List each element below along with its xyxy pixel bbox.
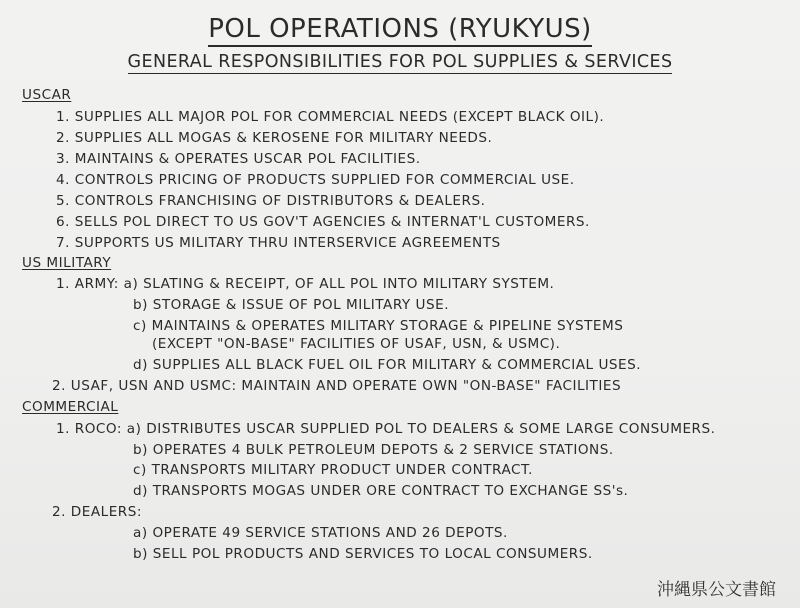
army-item-c-line2: (EXCEPT "ON-BASE" FACILITIES OF USAF, USN, & USMC). (152, 336, 561, 352)
uscar-item-3: 3. MAINTAINS & OPERATES USCAR POL FACILITIES. (56, 151, 421, 167)
archive-stamp: 沖縄県公文書館 (657, 580, 776, 600)
uscar-item-5: 5. CONTROLS FRANCHISING OF DISTRIBUTORS & DEALERS. (56, 193, 486, 209)
army-item-c-line1: c) MAINTAINS & OPERATES MILITARY STORAGE & PIPELINE SYSTEMS (133, 318, 624, 334)
army-item-b: b) STORAGE & ISSUE OF POL MILITARY USE. (133, 297, 450, 313)
usaf-usn-usmc-item: 2. USAF, USN AND USMC: MAINTAIN AND OPERATE OWN "ON-BASE" FACILITIES (52, 378, 622, 394)
roco-item-b: b) OPERATES 4 BULK PETROLEUM DEPOTS & 2 SERVICE STATIONS. (133, 442, 614, 458)
uscar-item-1: 1. SUPPLIES ALL MAJOR POL FOR COMMERCIAL NEEDS (EXCEPT BLACK OIL). (56, 109, 605, 125)
army-item-a: 1. ARMY: a) SLATING & RECEIPT, OF ALL POL INTO MILITARY SYSTEM. (56, 276, 555, 292)
document-title (0, 14, 800, 44)
uscar-item-7: 7. SUPPORTS US MILITARY THRU INTERSERVICE AGREEMENTS (56, 235, 501, 251)
uscar-item-6: 6. SELLS POL DIRECT TO US GOV'T AGENCIES & INTERNAT'L CUSTOMERS. (56, 214, 590, 230)
roco-item-a: 1. ROCO: a) DISTRIBUTES USCAR SUPPLIED POL TO DEALERS & SOME LARGE CONSUMERS. (56, 421, 716, 437)
title-text: POL OPERATIONS (RYUKYUS) (208, 14, 592, 47)
document-subtitle (0, 52, 800, 72)
subtitle-text: GENERAL RESPONSIBILITIES FOR POL SUPPLIES & SERVICES (127, 52, 673, 72)
roco-item-c: c) TRANSPORTS MILITARY PRODUCT UNDER CONTRACT. (133, 462, 534, 478)
uscar-item-4: 4. CONTROLS PRICING OF PRODUCTS SUPPLIED FOR COMMERCIAL USE. (56, 172, 575, 188)
roco-item-d: d) TRANSPORTS MOGAS UNDER ORE CONTRACT TO EXCHANGE SS's. (133, 483, 629, 499)
dealers-item-b: b) SELL POL PRODUCTS AND SERVICES TO LOCAL CONSUMERS. (133, 546, 593, 562)
dealers-heading: 2. DEALERS: (52, 504, 142, 520)
dealers-item-a: a) OPERATE 49 SERVICE STATIONS AND 26 DEPOTS. (133, 525, 508, 541)
army-item-d: d) SUPPLIES ALL BLACK FUEL OIL FOR MILITARY & COMMERCIAL USES. (133, 357, 642, 373)
section-heading-us-military: US MILITARY (22, 255, 112, 271)
section-heading-commercial: COMMERCIAL (22, 399, 119, 415)
uscar-item-2: 2. SUPPLIES ALL MOGAS & KEROSENE FOR MILITARY NEEDS. (56, 130, 493, 146)
section-heading-uscar: USCAR (22, 87, 72, 103)
